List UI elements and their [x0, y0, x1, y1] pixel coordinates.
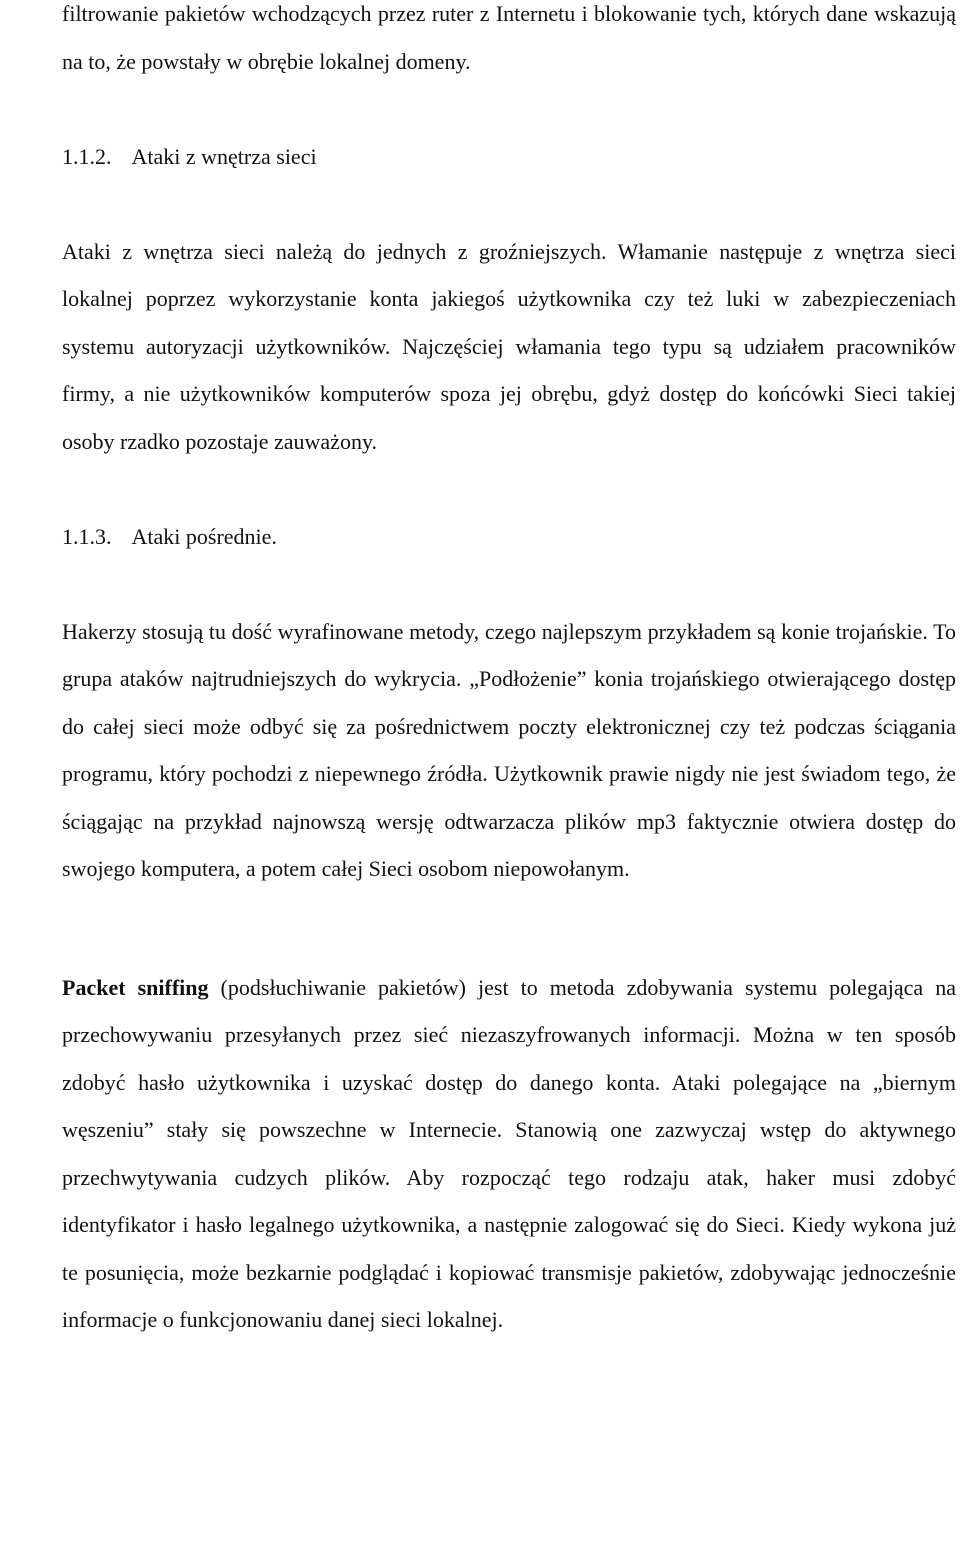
packet-sniffing-text: (podsłuchiwanie pakietów) jest to metoda zdobywania systemu polegająca na przechowywaniu przesyłanych przez sieć niezaszyfrowanych informacji. Można w ten sposób zdobyć hasło użytkownika i uzyskać dostęp do danego konta. Ataki polegające na „biernym węszeniu” stały się powszechne w Internecie. Stanowią one zazwyczaj wstęp do aktywnego przechwytywania cudzych plików. Aby rozpocząć tego rodzaju atak, haker musi zdobyć identyfikator i hasło legalnego użytkownika, a następnie zalogować się do Sieci. Kiedy wykona już te posunięcia, może bezkarnie podglądać i kopiować transmisje pakietów, zdobywając jednocześnie informacje o funkcjonowaniu danej sieci lokalnej. — [62, 974, 956, 1332]
intro-paragraph: filtrowanie pakietów wchodzących przez ruter z Internetu i blokowanie tych, których dane wskazują na to, że powstały w obrębie lokalnej domeny. — [62, 1, 956, 74]
section-title: Ataki pośrednie. — [131, 523, 277, 549]
section-number: 1.1.2. — [62, 143, 112, 169]
packet-sniffing-term: Packet sniffing — [62, 974, 209, 1000]
section-number: 1.1.3. — [62, 523, 112, 549]
section-body-paragraph: Ataki z wnętrza sieci należą do jednych z groźniejszych. Włamanie następuje z wnętrza sieci lokalnej poprzez wykorzystanie konta jakiegoś użytkownika czy też luki w zabezpieczeniach systemu autoryzacji użytkowników. Najczęściej włamania tego typu są udziałem pracowników firmy, a nie użytkowników komputerów spoza jej obrębu, gdyż dostęp do końcówki Sieci takiej osoby rzadko pozostaje zauważony. — [62, 238, 956, 454]
packet-sniffing-paragraph — [62, 964, 956, 1344]
section-heading-1-1-3 — [62, 513, 956, 561]
section-heading-1-1-2 — [62, 133, 956, 181]
document-page — [62, 0, 956, 1344]
section-body-paragraph: Hakerzy stosują tu dość wyrafinowane metody, czego najlepszym przykładem są konie trojańskie. To grupa ataków najtrudniejszych do wykrycia. „Podłożenie” konia trojańskiego otwierającego dostęp do całej sieci może odbyć się za pośrednictwem poczty elektronicznej czy też podczas ściągania programu, który pochodzi z niepewnego źródła. Użytkownik prawie nigdy nie jest świadom tego, że ściągając na przykład najnowszą wersję odtwarzacza plików mp3 faktycznie otwiera dostęp do swojego komputera, a potem całej Sieci osobom niepowołanym. — [62, 618, 956, 881]
section-title: Ataki z wnętrza sieci — [131, 143, 317, 169]
